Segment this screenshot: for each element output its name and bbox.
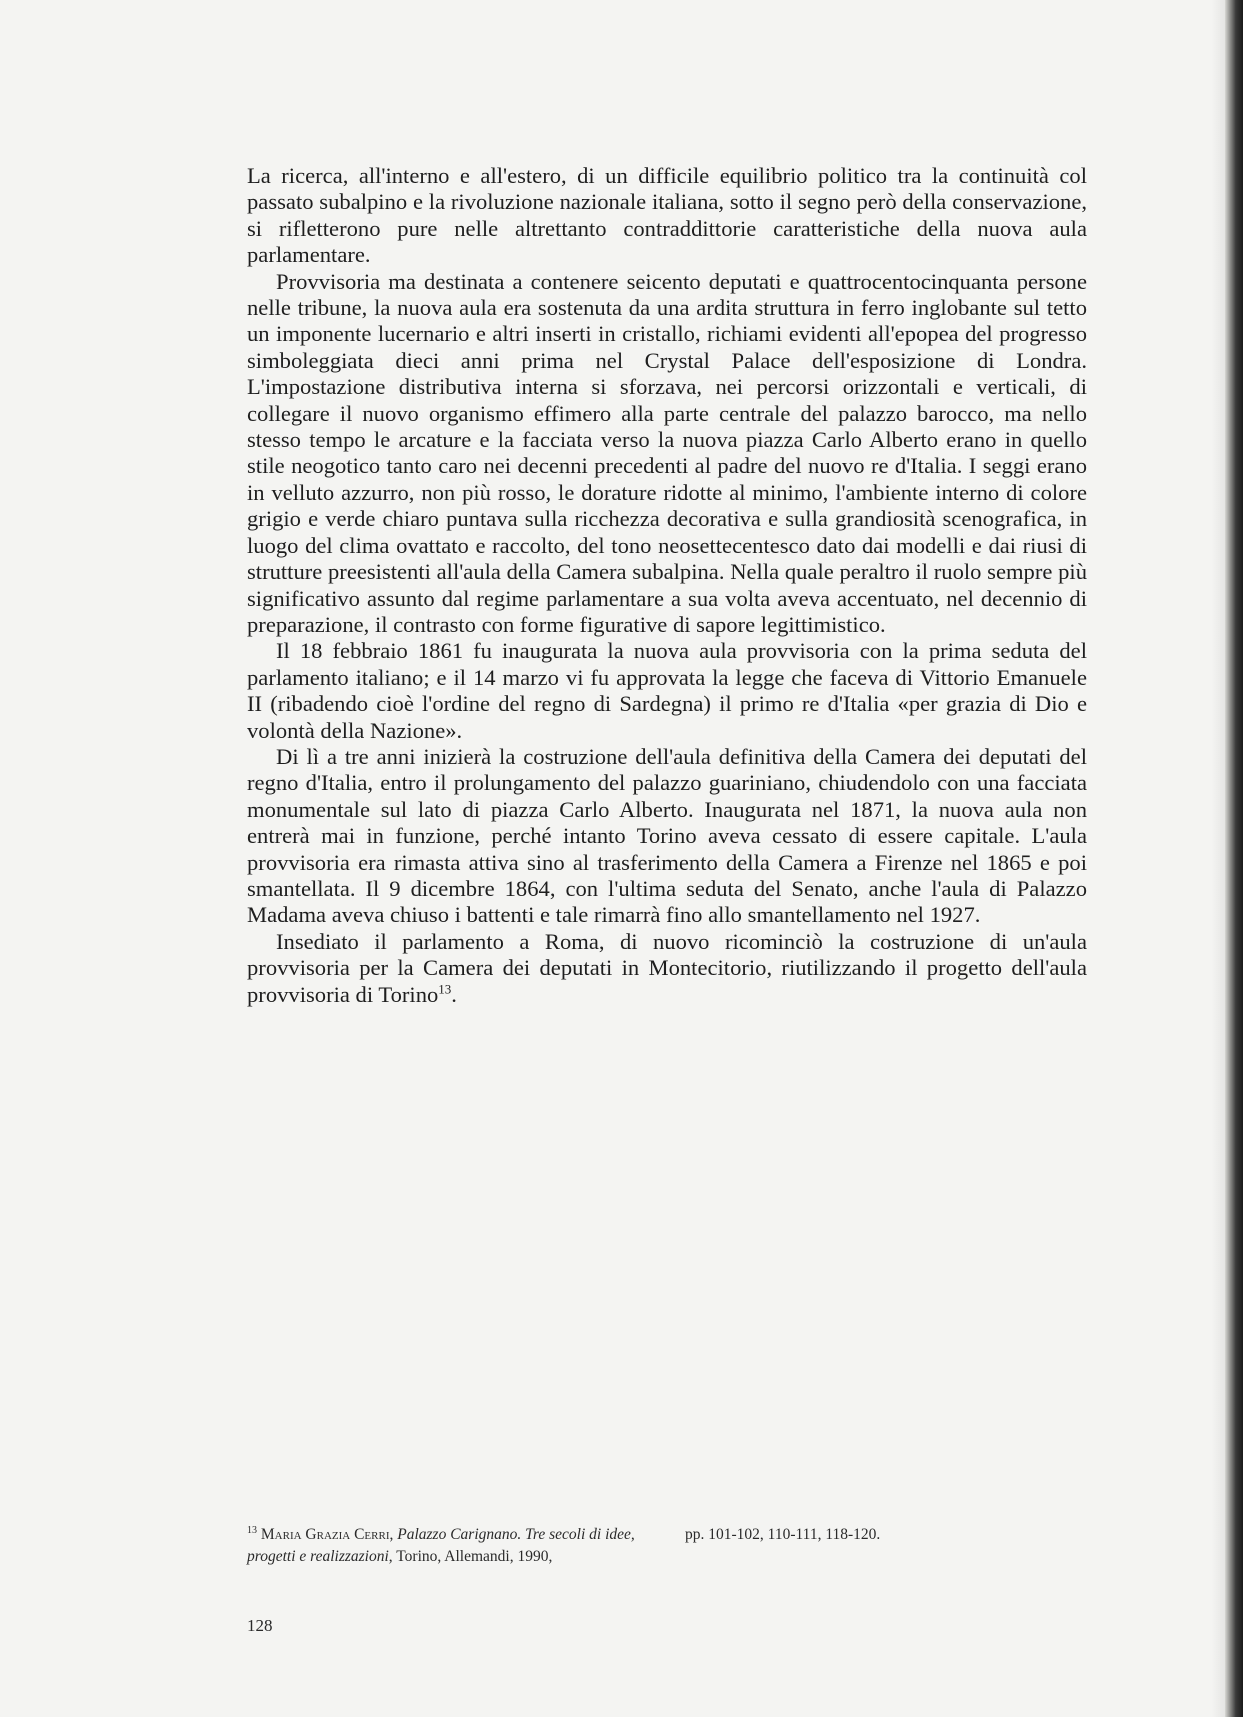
book-spine-edge	[1225, 0, 1243, 1717]
footnote-publisher: Torino, Allemandi, 1990,	[396, 1548, 553, 1565]
paragraph-5-period: .	[451, 981, 457, 1007]
paragraph-5-text: Insediato il parlamento a Roma, di nuovo ricominciò la costruzione di un'aula provvisoria per la Camera dei deputati in Montecitorio, riutilizzando il progetto dell'aula provvisoria di Torino	[247, 928, 1087, 1007]
paragraph-2: Provvisoria ma destinata a contenere seicento deputati e quattrocentocinquanta persone nelle tribune, la nuova aula era sostenuta da una ardita struttura in ferro inglobante sul tetto un imponente lucernario e altri inserti in cristallo, richiami evidenti all'epopea del progresso simboleggiata dieci anni prima nel Crystal Palace dell'esposizione di Londra. L'impostazione distributiva interna si sforzava, nei percorsi orizzontali e verticali, di collegare il nuovo organismo effimero alla parte centrale del palazzo barocco, ma nello stesso tempo le arcature e la facciata verso la nuova piazza Carlo Alberto erano in quello stile neogotico tanto caro nei decenni precedenti al padre del nuovo re d'Italia. I seggi erano in velluto azzurro, non più rosso, le dorature ridotte al minimo, l'ambiente interno di colore grigio e verde chiaro puntava sulla ricchezza decorativa e sulla grandiosità scenografica, in luogo del clima ovattato e raccolto, del tono neosettecentesco dato dai modelli e dai riusi di strutture preesistenti all'aula della Camera subalpina. Nella quale peraltro il ruolo sempre più significativo assunto dal regime parlamentare a sua volta aveva accentuato, nel decennio di preparazione, il contrasto con forme figurative di sapore legittimistico.	[247, 268, 1087, 637]
paragraph-5	[247, 929, 1087, 1008]
footnote-pages: pp. 101-102, 110-111, 118-120.	[685, 1526, 881, 1543]
page-number: 128	[247, 1616, 273, 1635]
footnote-comma-2: ,	[388, 1548, 397, 1565]
footnote-title: Palazzo Carignano. Tre secoli di idee, progetti e realizzazioni	[247, 1526, 635, 1565]
paragraph-1: La ricerca, all'interno e all'estero, di un difficile equilibrio politico tra la continuità col passato subalpino e la rivoluzione nazionale italiana, sotto il segno però della conservazione, si rifletterono pure nelle altrettanto contraddittorie caratteristiche della nuova aula parlamentare.	[247, 163, 1087, 268]
main-text-block	[247, 163, 1087, 1008]
page-gutter-shadow	[1211, 0, 1225, 1717]
footnote-number: 13	[247, 1524, 257, 1536]
footnote-reference[interactable]: 13	[438, 981, 452, 997]
footnote-citation	[247, 1524, 667, 1568]
footnote-author: Maria Grazia Cerri	[260, 1526, 390, 1543]
footnote-comma: ,	[389, 1526, 398, 1543]
paragraph-4: Di lì a tre anni inizierà la costruzione dell'aula definitiva della Camera dei deputati del regno d'Italia, entro il prolungamento del palazzo guariniano, chiudendolo con una facciata monumentale sul lato di piazza Carlo Alberto. Inaugurata nel 1871, la nuova aula non entrerà mai in funzione, perché intanto Torino aveva cessato di essere capitale. L'aula provvisoria era rimasta attiva sino al trasferimento della Camera a Firenze nel 1865 e poi smantellata. Il 9 dicembre 1864, con l'ultima seduta del Senato, anche l'aula di Palazzo Madama aveva chiuso i battenti e tale rimarrà fino allo smantellamento nel 1927.	[247, 743, 1087, 928]
paragraph-3: Il 18 febbraio 1861 fu inaugurata la nuova aula provvisoria con la prima seduta del parlamento italiano; e il 14 marzo vi fu approvata la legge che faceva di Vittorio Emanuele II (ribadendo cioè l'ordine del regno di Sardegna) il primo re d'Italia «per grazia di Dio e volontà della Nazione».	[247, 638, 1087, 743]
